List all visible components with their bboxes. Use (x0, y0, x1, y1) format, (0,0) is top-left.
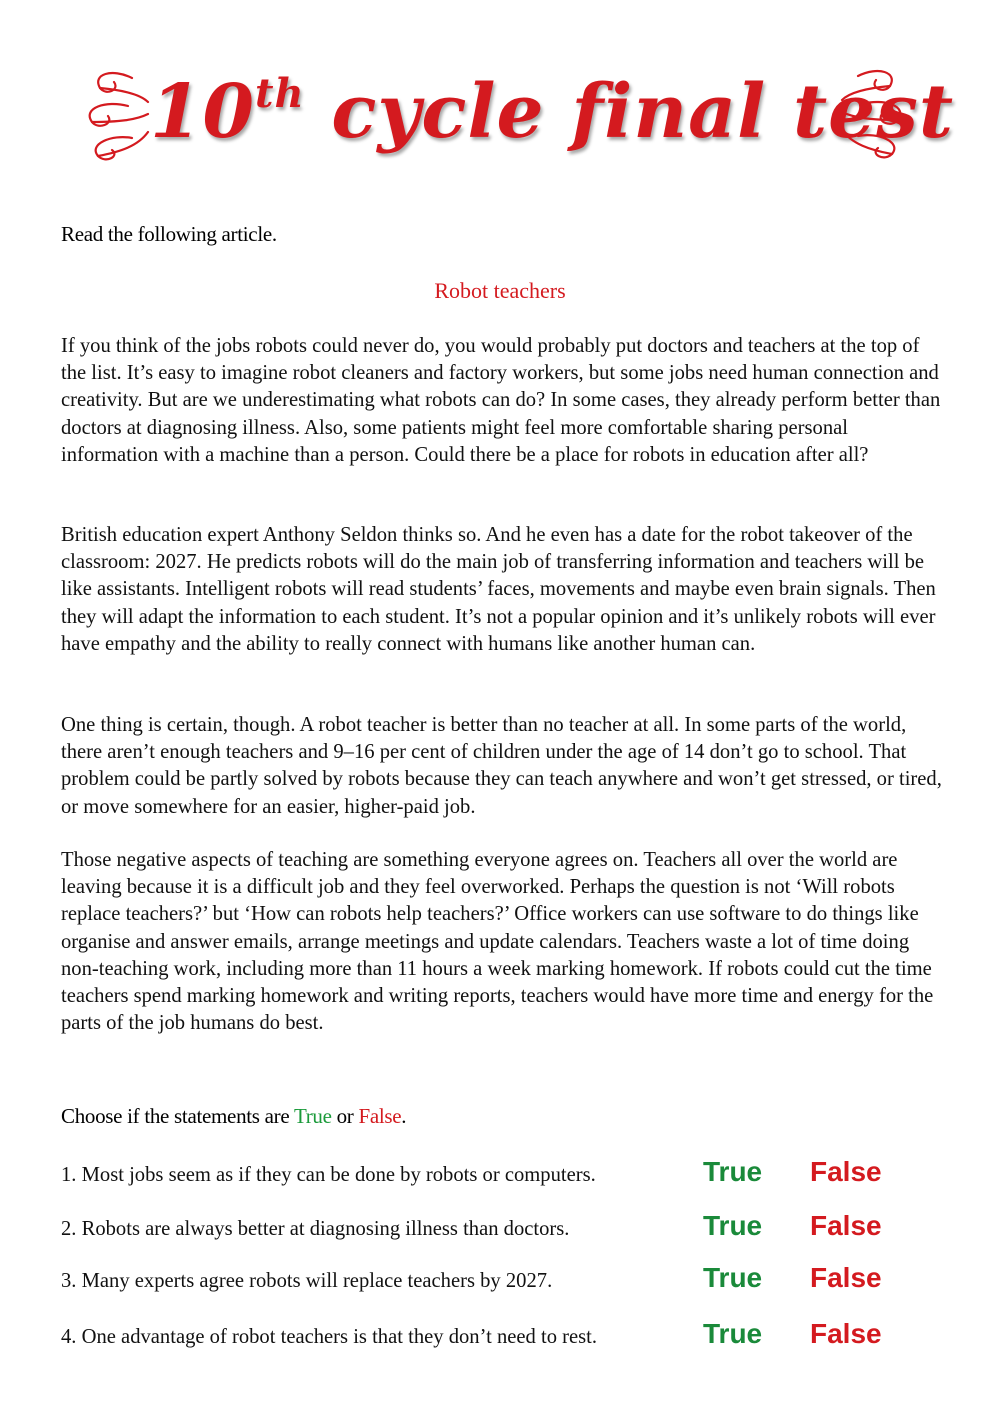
title-suffix: th (254, 70, 305, 117)
article-paragraph-3: One thing is certain, though. A robot teacher is better than no teacher at all. In some parts of the world, there aren’t enough teachers and 9–16 per cent of children under the age of 14 don’t go to school. That problem could be partly solved by robots because they can teach anywhere and won’t get stressed, or tired, or move somewhere for an easier, higher-paid job. (61, 714, 942, 818)
task-false-word: False (358, 1104, 402, 1128)
task-true-word: True (293, 1104, 332, 1128)
right-swirl-ornament-icon (838, 58, 928, 168)
task-middle: or (331, 1104, 359, 1128)
task-suffix: . (401, 1104, 407, 1128)
statement-row-3 (61, 1262, 961, 1302)
task-instruction (61, 1104, 406, 1129)
statement-text: 4. One advantage of robot teachers is that they don’t need to rest. (61, 1326, 598, 1348)
statement-row-4 (61, 1318, 961, 1358)
false-option-button[interactable]: False (810, 1156, 882, 1187)
false-option-button[interactable]: False (810, 1318, 882, 1349)
page-title (150, 52, 955, 172)
true-option-button[interactable]: True (703, 1210, 763, 1241)
statement-text: 2. Robots are always better at diagnosing illness than doctors. (61, 1218, 570, 1240)
reading-instruction: Read the following article. (61, 222, 277, 246)
statement-row-1 (61, 1156, 961, 1196)
true-option-button[interactable]: True (703, 1262, 763, 1293)
article-paragraph-4: Those negative aspects of teaching are something everyone agrees on. Teachers all over the world are leaving because it is a difficult job and they feel overworked. Perhaps the question is not ‘Will robots replace teachers?’ but ‘How can robots help teachers?’ Office workers can use software to do things like organise and answer emails, arrange meetings and update calendars. Teachers waste a lot of time doing non-teaching work, including more than 11 hours a week marking homework. If robots could cut the time teachers spend marking homework and writing reports, teachers would have more time and energy for the parts of the job humans do best. (61, 849, 934, 1035)
article-paragraph-1: If you think of the jobs robots could never do, you would probably put doctors and teachers at the top of the list. It’s easy to imagine robot cleaners and factory workers, but some jobs need human connection and creativity. But are we underestimating what robots can do? In some cases, they already perform better than doctors at diagnosing illness. Also, some patients might feel more comfortable sharing personal information with a machine than a person. Could there be a place for robots in education after all? (61, 335, 941, 466)
task-prefix: Choose if the statements are (61, 1104, 294, 1128)
false-option-button[interactable]: False (810, 1210, 882, 1241)
true-option-button[interactable]: True (703, 1156, 763, 1187)
statement-text: 1. Most jobs seem as if they can be done by robots or computers. (61, 1164, 596, 1186)
title-rest: cycle final test (331, 69, 955, 155)
true-option-button[interactable]: True (703, 1318, 763, 1349)
article-paragraph-2: British education expert Anthony Seldon thinks so. And he even has a date for the robot takeover of the classroom: 2027. He predicts robots will do the main job of transferring information and teachers will be like assistants. Intelligent robots will read students’ faces, movements and maybe even brain signals. Then they will adapt the information to each student. It’s not a popular opinion and it’s unlikely robots will ever have empathy and the ability to really connect with humans like another human can. (61, 524, 936, 655)
false-option-button[interactable]: False (810, 1262, 882, 1293)
title-number: 10 (150, 69, 255, 155)
article-title: Robot teachers (434, 278, 566, 303)
left-swirl-ornament-icon (62, 60, 152, 170)
statement-text: 3. Many experts agree robots will replace teachers by 2027. (61, 1270, 553, 1292)
statement-row-2 (61, 1210, 961, 1250)
